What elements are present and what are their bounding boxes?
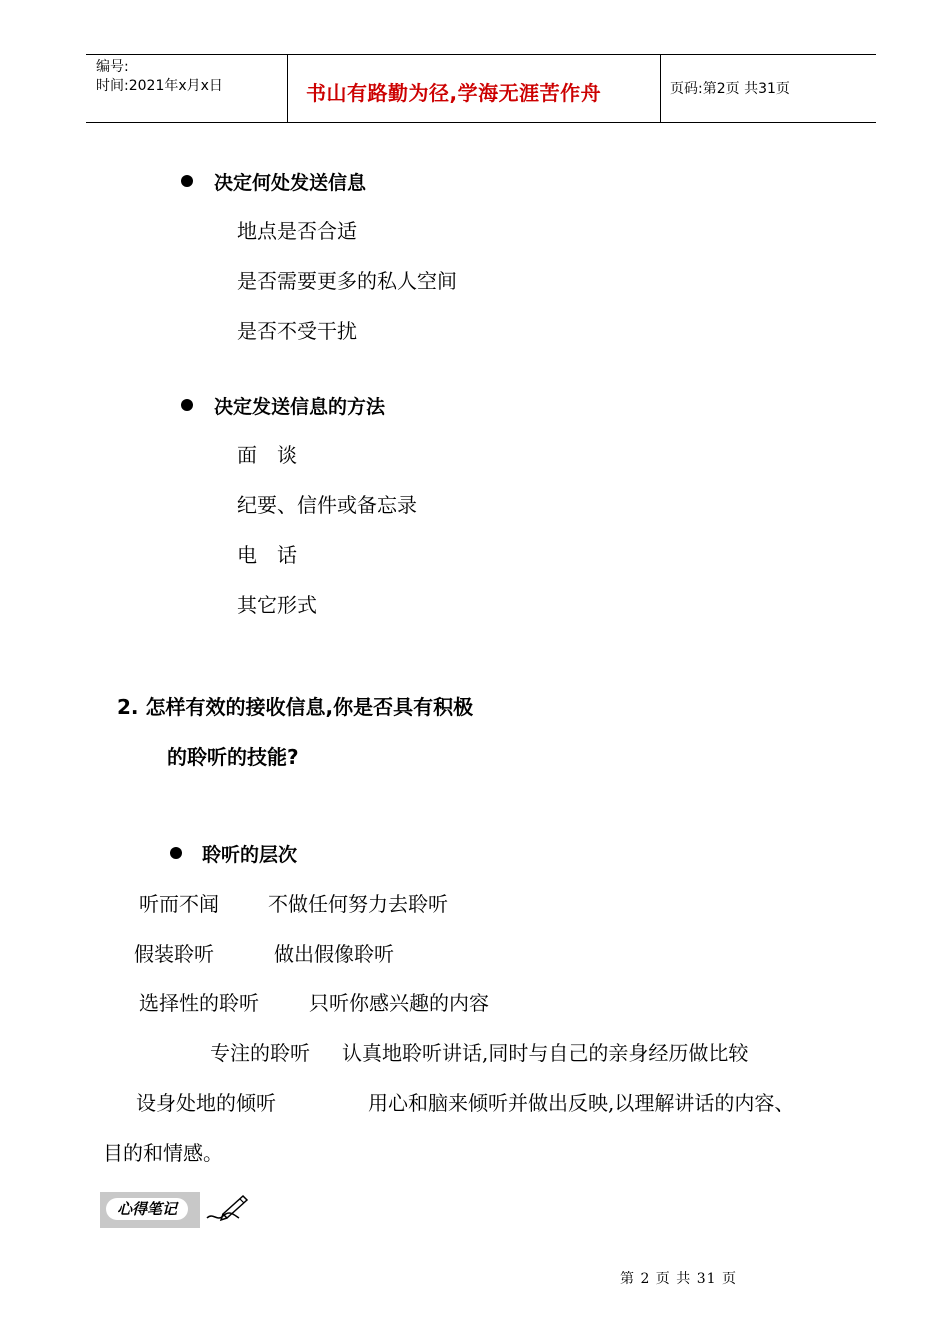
level-term: 专注的聆听 [210,1041,310,1065]
level-term: 选择性的聆听 [139,991,259,1015]
heading-2-line-2: 的聆听的技能? [167,745,299,769]
heading-2-line-1: 2. 怎样有效的接收信息,你是否具有积极 [117,695,474,719]
section-title-levels: 聆听的层次 [202,844,298,866]
header-bottom-border [86,122,876,123]
bullet-icon [170,847,182,859]
list-item: 其它形式 [237,593,317,617]
level-term: 设身处地的倾听 [136,1091,276,1115]
page-footer: 第 2 页 共 31 页 [620,1271,737,1287]
list-item: 地点是否合适 [237,219,357,243]
header-divider-right [660,54,661,122]
list-item: 电 话 [237,543,297,567]
level-desc: 只听你感兴趣的内容 [309,991,489,1015]
header-top-border [86,54,876,55]
section-title-where: 决定何处发送信息 [214,172,367,194]
list-item: 是否不受干扰 [237,319,357,343]
bullet-icon [181,175,193,187]
bullet-icon [181,399,193,411]
header-divider-left [287,54,288,122]
header-motto: 书山有路勤为径,学海无涯苦作舟 [306,81,602,105]
time-label: 时间:2021年x月x日 [96,78,223,94]
notes-label: 心得笔记 [106,1198,188,1220]
section-title-method: 决定发送信息的方法 [214,396,386,418]
level-continuation: 目的和情感。 [103,1141,223,1165]
level-desc: 不做任何努力去聆听 [268,892,448,916]
level-desc: 做出假像聆听 [274,942,394,966]
notes-label-box [100,1192,200,1228]
pen-writing-icon [205,1192,249,1224]
level-desc: 认真地聆听讲话,同时与自己的亲身经历做比较 [342,1041,749,1065]
serial-label: 编号: [96,59,129,75]
list-item: 面 谈 [237,443,297,467]
list-item: 是否需要更多的私人空间 [237,269,457,293]
page-label: 页码:第2页 共31页 [670,81,790,97]
level-desc: 用心和脑来倾听并做出反映,以理解讲话的内容、 [368,1091,795,1115]
level-term: 听而不闻 [139,892,219,916]
level-term: 假装聆听 [134,942,214,966]
list-item: 纪要、信件或备忘录 [237,493,417,517]
